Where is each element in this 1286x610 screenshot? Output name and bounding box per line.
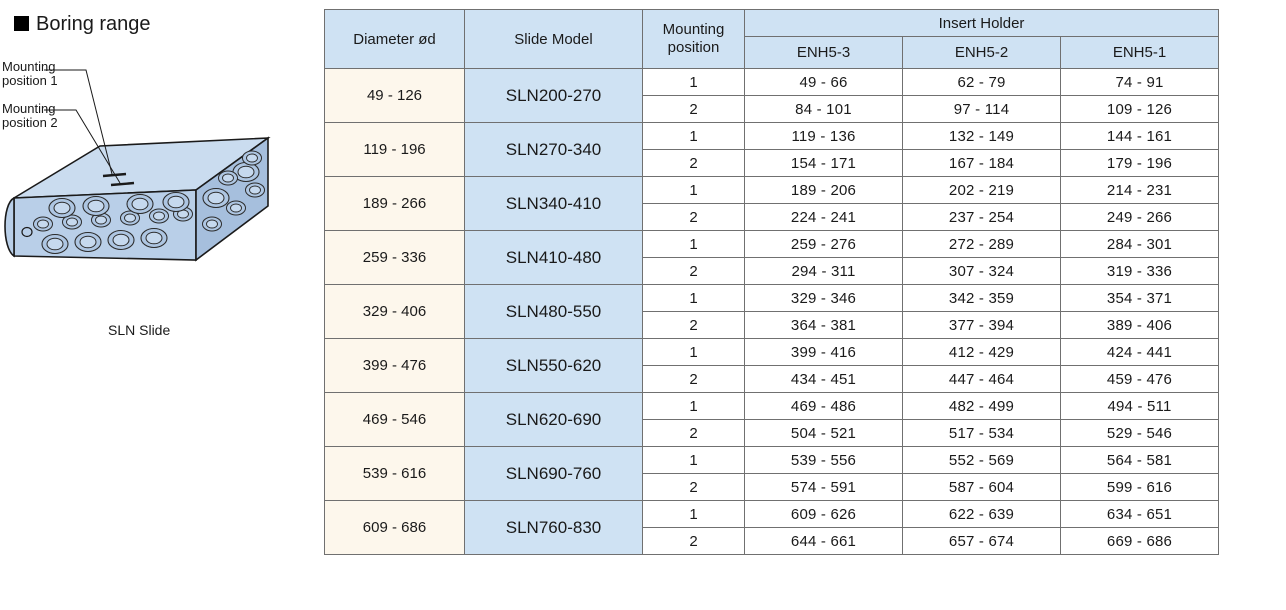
cell-mounting-position: 2 (643, 204, 745, 231)
cell-insert-holder-range: 272 - 289 (903, 231, 1061, 258)
cell-diameter: 329 - 406 (325, 285, 465, 339)
cell-insert-holder-range: 587 - 604 (903, 474, 1061, 501)
cell-insert-holder-range: 284 - 301 (1061, 231, 1219, 258)
table-body (325, 69, 1219, 555)
cell-mounting-position: 1 (643, 447, 745, 474)
cell-mounting-position: 2 (643, 528, 745, 555)
cell-insert-holder-range: 132 - 149 (903, 123, 1061, 150)
cell-insert-holder-range: 319 - 336 (1061, 258, 1219, 285)
cell-slide-model: SLN480-550 (465, 285, 643, 339)
cell-insert-holder-range: 259 - 276 (745, 231, 903, 258)
cell-insert-holder-range: 249 - 266 (1061, 204, 1219, 231)
table-row (325, 123, 1219, 150)
col-header-mounting-position-line2: position (667, 39, 720, 56)
table-row (325, 393, 1219, 420)
cell-insert-holder-range: 504 - 521 (745, 420, 903, 447)
table-header-row-1 (325, 10, 1219, 37)
cell-insert-holder-range: 167 - 184 (903, 150, 1061, 177)
table-head (325, 10, 1219, 69)
cell-mounting-position: 1 (643, 69, 745, 96)
cell-insert-holder-range: 564 - 581 (1061, 447, 1219, 474)
cell-mounting-position: 2 (643, 366, 745, 393)
col-header-enh5-1: ENH5-1 (1061, 37, 1219, 69)
cell-insert-holder-range: 434 - 451 (745, 366, 903, 393)
cell-insert-holder-range: 517 - 534 (903, 420, 1061, 447)
cell-insert-holder-range: 459 - 476 (1061, 366, 1219, 393)
cell-diameter: 259 - 336 (325, 231, 465, 285)
mounting-position-1-line2: position 1 (2, 73, 58, 88)
cell-insert-holder-range: 307 - 324 (903, 258, 1061, 285)
col-header-enh5-2: ENH5-2 (903, 37, 1061, 69)
cell-insert-holder-range: 634 - 651 (1061, 501, 1219, 528)
cell-insert-holder-range: 119 - 136 (745, 123, 903, 150)
cell-mounting-position: 1 (643, 501, 745, 528)
cell-insert-holder-range: 424 - 441 (1061, 339, 1219, 366)
cell-insert-holder-range: 599 - 616 (1061, 474, 1219, 501)
cell-slide-model: SLN620-690 (465, 393, 643, 447)
cell-mounting-position: 2 (643, 258, 745, 285)
cell-diameter: 539 - 616 (325, 447, 465, 501)
mounting-position-1-line1: Mounting (2, 59, 56, 74)
cell-insert-holder-range: 109 - 126 (1061, 96, 1219, 123)
cell-insert-holder-range: 529 - 546 (1061, 420, 1219, 447)
cell-insert-holder-range: 447 - 464 (903, 366, 1061, 393)
cell-insert-holder-range: 389 - 406 (1061, 312, 1219, 339)
cell-insert-holder-range: 609 - 626 (745, 501, 903, 528)
boring-range-table (324, 9, 1219, 555)
cell-insert-holder-range: 224 - 241 (745, 204, 903, 231)
cell-insert-holder-range: 574 - 591 (745, 474, 903, 501)
cell-mounting-position: 2 (643, 312, 745, 339)
cell-insert-holder-range: 552 - 569 (903, 447, 1061, 474)
cell-insert-holder-range: 399 - 416 (745, 339, 903, 366)
cell-insert-holder-range: 482 - 499 (903, 393, 1061, 420)
cell-slide-model: SLN690-760 (465, 447, 643, 501)
table-row (325, 69, 1219, 96)
cell-slide-model: SLN340-410 (465, 177, 643, 231)
col-header-diameter: Diameter ød (325, 10, 465, 69)
cell-insert-holder-range: 622 - 639 (903, 501, 1061, 528)
page-title (14, 12, 151, 36)
cell-slide-model: SLN410-480 (465, 231, 643, 285)
cell-insert-holder-range: 412 - 429 (903, 339, 1061, 366)
cell-insert-holder-range: 144 - 161 (1061, 123, 1219, 150)
col-header-slide-model: Slide Model (465, 10, 643, 69)
cell-insert-holder-range: 97 - 114 (903, 96, 1061, 123)
end-hole-icon (22, 228, 32, 237)
cell-insert-holder-range: 494 - 511 (1061, 393, 1219, 420)
cell-diameter: 469 - 546 (325, 393, 465, 447)
cell-mounting-position: 2 (643, 150, 745, 177)
table-row (325, 285, 1219, 312)
cell-slide-model: SLN270-340 (465, 123, 643, 177)
cell-insert-holder-range: 342 - 359 (903, 285, 1061, 312)
cell-insert-holder-range: 294 - 311 (745, 258, 903, 285)
cell-mounting-position: 2 (643, 420, 745, 447)
cell-insert-holder-range: 657 - 674 (903, 528, 1061, 555)
table-row (325, 501, 1219, 528)
cell-mounting-position: 1 (643, 177, 745, 204)
table-row (325, 339, 1219, 366)
cell-diameter: 189 - 266 (325, 177, 465, 231)
cell-mounting-position: 1 (643, 231, 745, 258)
table-row (325, 231, 1219, 258)
cell-slide-model: SLN550-620 (465, 339, 643, 393)
cell-diameter: 609 - 686 (325, 501, 465, 555)
slide-caption: SLN Slide (108, 322, 171, 338)
col-header-mounting-position-line1: Mounting (662, 21, 725, 38)
mounting-position-2-line1: Mounting (2, 101, 56, 116)
cell-diameter: 49 - 126 (325, 69, 465, 123)
cell-insert-holder-range: 364 - 381 (745, 312, 903, 339)
col-header-enh5-3: ENH5-3 (745, 37, 903, 69)
cell-insert-holder-range: 154 - 171 (745, 150, 903, 177)
cell-insert-holder-range: 189 - 206 (745, 177, 903, 204)
cell-mounting-position: 1 (643, 339, 745, 366)
col-header-mounting-position (643, 10, 745, 69)
table-row (325, 447, 1219, 474)
cell-mounting-position: 2 (643, 96, 745, 123)
cell-insert-holder-range: 329 - 346 (745, 285, 903, 312)
cell-insert-holder-range: 644 - 661 (745, 528, 903, 555)
cell-diameter: 399 - 476 (325, 339, 465, 393)
col-header-insert-holder: Insert Holder (745, 10, 1219, 37)
cell-insert-holder-range: 49 - 66 (745, 69, 903, 96)
cell-insert-holder-range: 202 - 219 (903, 177, 1061, 204)
table-row (325, 177, 1219, 204)
cell-mounting-position: 1 (643, 285, 745, 312)
page-title-label: Boring range (36, 13, 151, 35)
cell-mounting-position: 2 (643, 474, 745, 501)
cell-mounting-position: 1 (643, 393, 745, 420)
slide-left-end (5, 198, 14, 256)
cell-insert-holder-range: 354 - 371 (1061, 285, 1219, 312)
cell-slide-model: SLN760-830 (465, 501, 643, 555)
cell-diameter: 119 - 196 (325, 123, 465, 177)
cell-mounting-position: 1 (643, 123, 745, 150)
cell-insert-holder-range: 74 - 91 (1061, 69, 1219, 96)
illustration-panel (0, 0, 320, 610)
cell-insert-holder-range: 669 - 686 (1061, 528, 1219, 555)
cell-insert-holder-range: 469 - 486 (745, 393, 903, 420)
cell-insert-holder-range: 237 - 254 (903, 204, 1061, 231)
boring-range-table-container (324, 9, 1219, 555)
mounting-position-2-line2: position 2 (2, 115, 58, 130)
sln-slide-drawing (0, 48, 320, 328)
cell-insert-holder-range: 539 - 556 (745, 447, 903, 474)
cell-insert-holder-range: 62 - 79 (903, 69, 1061, 96)
cell-insert-holder-range: 214 - 231 (1061, 177, 1219, 204)
cell-insert-holder-range: 377 - 394 (903, 312, 1061, 339)
bullet-square-icon (14, 16, 29, 31)
cell-slide-model: SLN200-270 (465, 69, 643, 123)
cell-insert-holder-range: 179 - 196 (1061, 150, 1219, 177)
cell-insert-holder-range: 84 - 101 (745, 96, 903, 123)
